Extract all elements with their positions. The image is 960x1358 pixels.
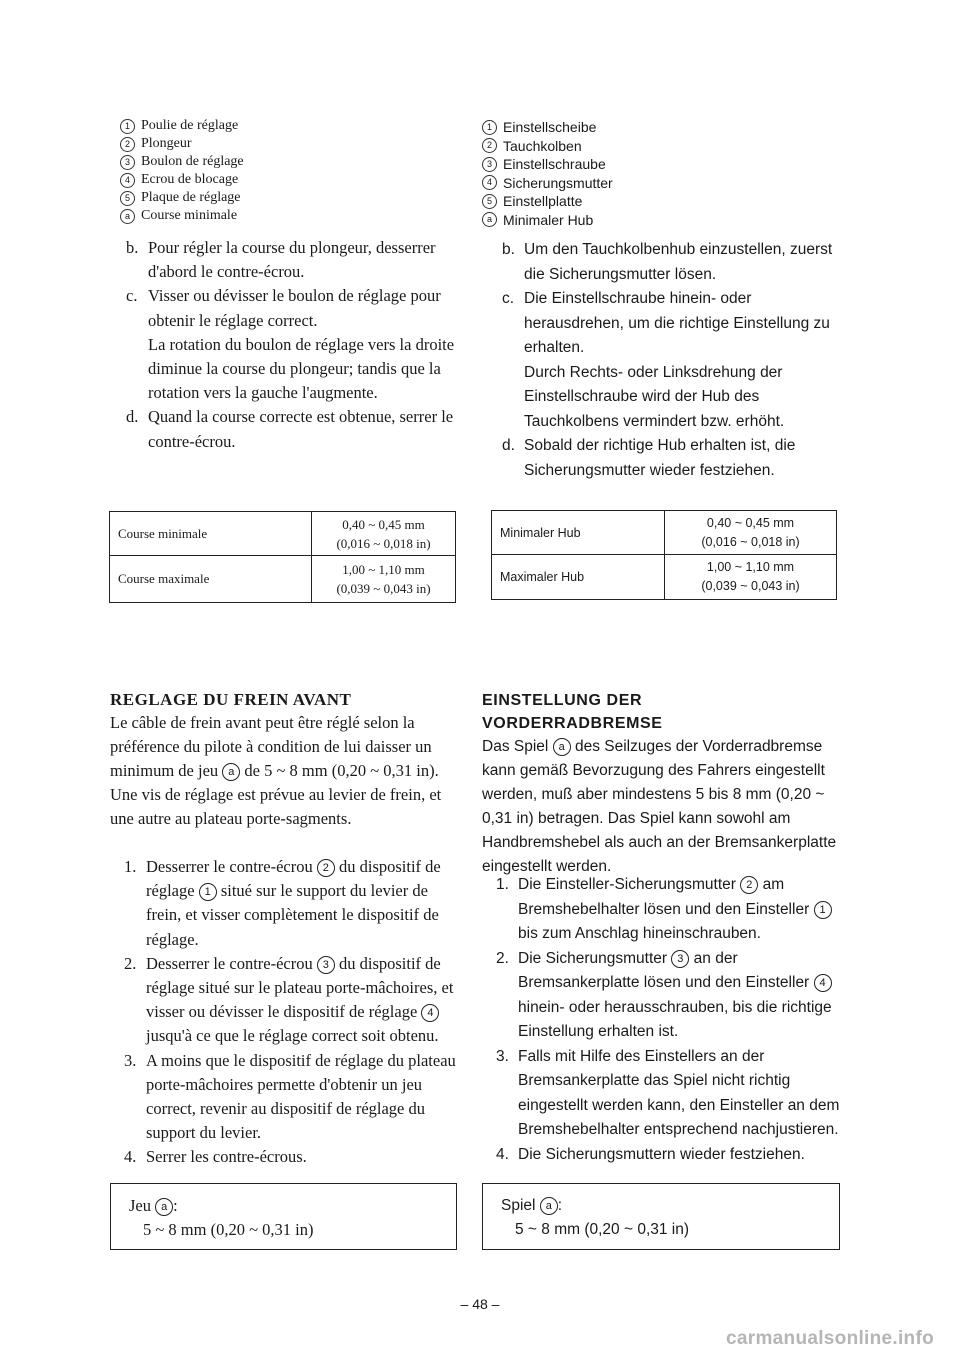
step-item: 1. Die Einsteller-Sicherungsmutter 2 am Bremshebelhalter lösen und den Einsteller 1 bis zum Anschlag hineinschrauben.	[488, 873, 842, 947]
step-label: 3.	[124, 1050, 137, 1070]
box-title: Spiel a :	[501, 1197, 563, 1214]
legend-item	[482, 174, 613, 193]
legend-text: Poulie de réglage	[141, 118, 239, 133]
step-item: 4. Serrer les contre-écrous.	[116, 1145, 456, 1169]
step-item	[494, 434, 842, 483]
table-row	[492, 555, 837, 600]
circled-letter: a	[553, 738, 571, 756]
legend-item	[120, 135, 244, 153]
legend-item	[482, 137, 613, 156]
circled-number: 3	[671, 950, 689, 968]
step-label: 4.	[496, 1145, 509, 1163]
circled-letter: a	[120, 209, 135, 224]
circled-number: 1	[482, 120, 497, 135]
step-item	[118, 405, 456, 453]
circled-number: 1	[814, 901, 832, 919]
box-value: 5 ~ 8 mm (0,20 ~ 0,31 in)	[515, 1221, 690, 1238]
step-text: Die Einstellschraube hinein- oder herausdrehen, um die richtige Einstellung zu erhalten.	[524, 290, 830, 356]
step-text: Quand la course correcte est obtenue, serrer le contre-écrou.	[148, 407, 454, 451]
spec-value: 1,00 ~ 1,10 mm (0,039 ~ 0,043 in)	[312, 556, 456, 603]
fr-numbered-steps	[116, 855, 456, 1170]
step-text: Visser ou dévisser le boulon de réglage pour obtenir le réglage correct.	[148, 286, 441, 330]
section-heading: REGLAGE DU FREIN AVANT	[110, 690, 352, 709]
step-item	[494, 287, 842, 434]
watermark: carmanualsonline.info	[726, 1328, 934, 1349]
table-row	[492, 511, 837, 555]
section-heading: EINSTELLUNG DER VORDERRADBREMSE	[482, 692, 663, 732]
step-label: 2.	[496, 949, 509, 967]
fr-steps	[118, 236, 456, 454]
de-clearance-box	[482, 1183, 840, 1250]
step-label: c.	[126, 286, 138, 306]
step-text: Pour régler la course du plongeur, desserrer d'abord le contre-écrou.	[148, 238, 436, 282]
legend-text: Plaque de réglage	[141, 190, 241, 205]
legend-text: Sicherungsmutter	[503, 174, 613, 191]
spec-value: 1,00 ~ 1,10 mm (0,039 ~ 0,043 in)	[665, 555, 837, 600]
circled-letter: a	[540, 1197, 558, 1215]
legend-text: Course minimale	[141, 208, 238, 223]
fr-clearance-box	[110, 1183, 457, 1250]
circled-number: 2	[120, 137, 135, 152]
legend-item	[482, 192, 613, 211]
box-value: 5 ~ 8 mm (0,20 ~ 0,31 in)	[143, 1220, 314, 1239]
table-row	[110, 512, 456, 556]
legend-item	[482, 118, 613, 137]
spec-value: 0,40 ~ 0,45 mm (0,016 ~ 0,018 in)	[312, 512, 456, 556]
step-item: 1. Desserrer le contre-écrou 2 du dispositif de réglage 1 situé sur le support du levier de frein, et visser complètement le dispositif de réglage.	[124, 857, 441, 949]
step-item: 2. Desserrer le contre-écrou 3 du dispositif de réglage situé sur le plateau porte-mâchoires, et visser ou dévisser le dispositif de réglage 4 jusqu'à ce que le réglage correct soit obtenu.	[124, 953, 454, 1046]
fr-section	[110, 689, 460, 831]
spec-label: Course minimale	[110, 512, 312, 556]
step-note: La rotation du boulon de réglage vers la droite diminue la course du plongeur; tandis que la rotation vers la gauche l'augmente.	[148, 334, 455, 403]
step-item: 3. Falls mit Hilfe des Einstellers an der Bremsankerplatte das Spiel nicht richtig eingestellt werden kann, den Einsteller an dem Bremshebelhalter entsprechend nachjustieren.	[488, 1045, 842, 1143]
legend-text: Tauchkolben	[503, 137, 582, 154]
step-item	[118, 236, 456, 284]
circled-number: 4	[814, 974, 832, 992]
legend-text: Einstellscheibe	[503, 119, 597, 135]
de-section	[482, 689, 842, 879]
step-item: 2. Die Sicherungsmutter 3 an der Bremsankerplatte lösen und den Einsteller 4 hinein- oder herausschrauben, bis die richtige Einstellung erhalten ist.	[488, 947, 842, 1045]
step-label: d.	[502, 437, 515, 454]
step-label: b.	[126, 238, 139, 257]
section-intro: Le câble de frein avant peut être réglé selon la préférence du pilote à condition de lui daisser un minimum de jeu a de 5 ~ 8 mm (0,20 ~ 0,31 in). Une vis de réglage est prévue au levier de frein, et une autre au plateau porte-sagments.	[110, 713, 442, 828]
fr-spec-table	[109, 511, 456, 603]
legend-item	[482, 155, 613, 174]
de-numbered-steps	[488, 873, 842, 1167]
circled-number: 4	[120, 173, 135, 188]
circled-number: 4	[421, 1004, 439, 1022]
spec-label: Minimaler Hub	[492, 511, 665, 555]
step-label: c.	[502, 290, 515, 307]
spec-label: Maximaler Hub	[492, 555, 665, 600]
circled-number: 1	[199, 883, 217, 901]
legend-item	[120, 207, 244, 225]
step-label: 3.	[496, 1047, 509, 1065]
step-text: Sobald der richtige Hub erhalten ist, die Sicherungsmutter wieder festziehen.	[524, 437, 796, 479]
de-legend	[482, 118, 613, 229]
legend-text: Einstellschraube	[503, 156, 606, 172]
legend-item	[482, 211, 613, 230]
circled-number: 1	[120, 119, 135, 134]
table-row	[110, 556, 456, 603]
step-label: 2.	[124, 953, 137, 973]
step-label: 1.	[496, 876, 509, 893]
circled-number: 2	[482, 138, 497, 153]
spec-value: 0,40 ~ 0,45 mm (0,016 ~ 0,018 in)	[665, 511, 837, 555]
spec-label: Course maximale	[110, 556, 312, 603]
legend-item	[120, 171, 244, 189]
step-label: 4.	[124, 1147, 137, 1167]
de-spec-table	[491, 510, 837, 600]
circled-letter: a	[155, 1198, 173, 1216]
step-label: b.	[502, 241, 515, 258]
step-label: 1.	[124, 857, 137, 876]
legend-item	[120, 117, 244, 135]
circled-number: 5	[120, 191, 135, 206]
step-text: Um den Tauchkolbenhub einzustellen, zuerst die Sicherungsmutter lösen.	[524, 241, 833, 283]
legend-text: Minimaler Hub	[503, 211, 594, 228]
circled-number: 3	[120, 155, 135, 170]
circled-number: 3	[482, 157, 497, 172]
legend-text: Einstellplatte	[503, 193, 583, 209]
de-steps	[494, 238, 842, 483]
fr-legend	[120, 117, 244, 225]
circled-number: 4	[482, 175, 497, 190]
section-intro: Das Spiel a des Seilzuges der Vorderradbremse kann gemäß Bevorzugung des Fahrers eingestellt werden, muß aber mindestens 5 bis 8 mm (0,20 ~ 0,31 in) betragen. Das Spiel kann sowohl am Handbremshebel als auch an der Bremsankerplatte eingestellt werden.	[482, 738, 837, 875]
legend-item	[120, 189, 244, 207]
step-item: 4. Die Sicherungsmuttern wieder festziehen.	[488, 1143, 842, 1168]
legend-text: Ecrou de blocage	[141, 172, 239, 187]
page-number: – 48 –	[460, 1296, 500, 1312]
box-title: Jeu a :	[129, 1196, 178, 1215]
step-item	[118, 284, 456, 405]
circled-number: 2	[317, 859, 335, 877]
circled-number: 3	[317, 956, 335, 974]
legend-item	[120, 153, 244, 171]
step-label: d.	[126, 407, 139, 427]
circled-letter: a	[222, 763, 240, 781]
step-item	[494, 238, 842, 287]
circled-number: 2	[740, 876, 758, 894]
step-item: 3. A moins que le dispositif de réglage du plateau porte-mâchoires permette d'obtenir un jeu correct, revenir au dispositif de réglage du support du levier.	[124, 1050, 456, 1143]
circled-letter: a	[482, 212, 497, 227]
legend-text: Plongeur	[141, 136, 192, 151]
circled-number: 5	[482, 194, 497, 209]
step-note: Durch Rechts- oder Linksdrehung der Einstellschraube wird der Hub des Tauchkolbens vermindert bzw. erhöht.	[524, 363, 785, 430]
legend-text: Boulon de réglage	[141, 154, 244, 169]
